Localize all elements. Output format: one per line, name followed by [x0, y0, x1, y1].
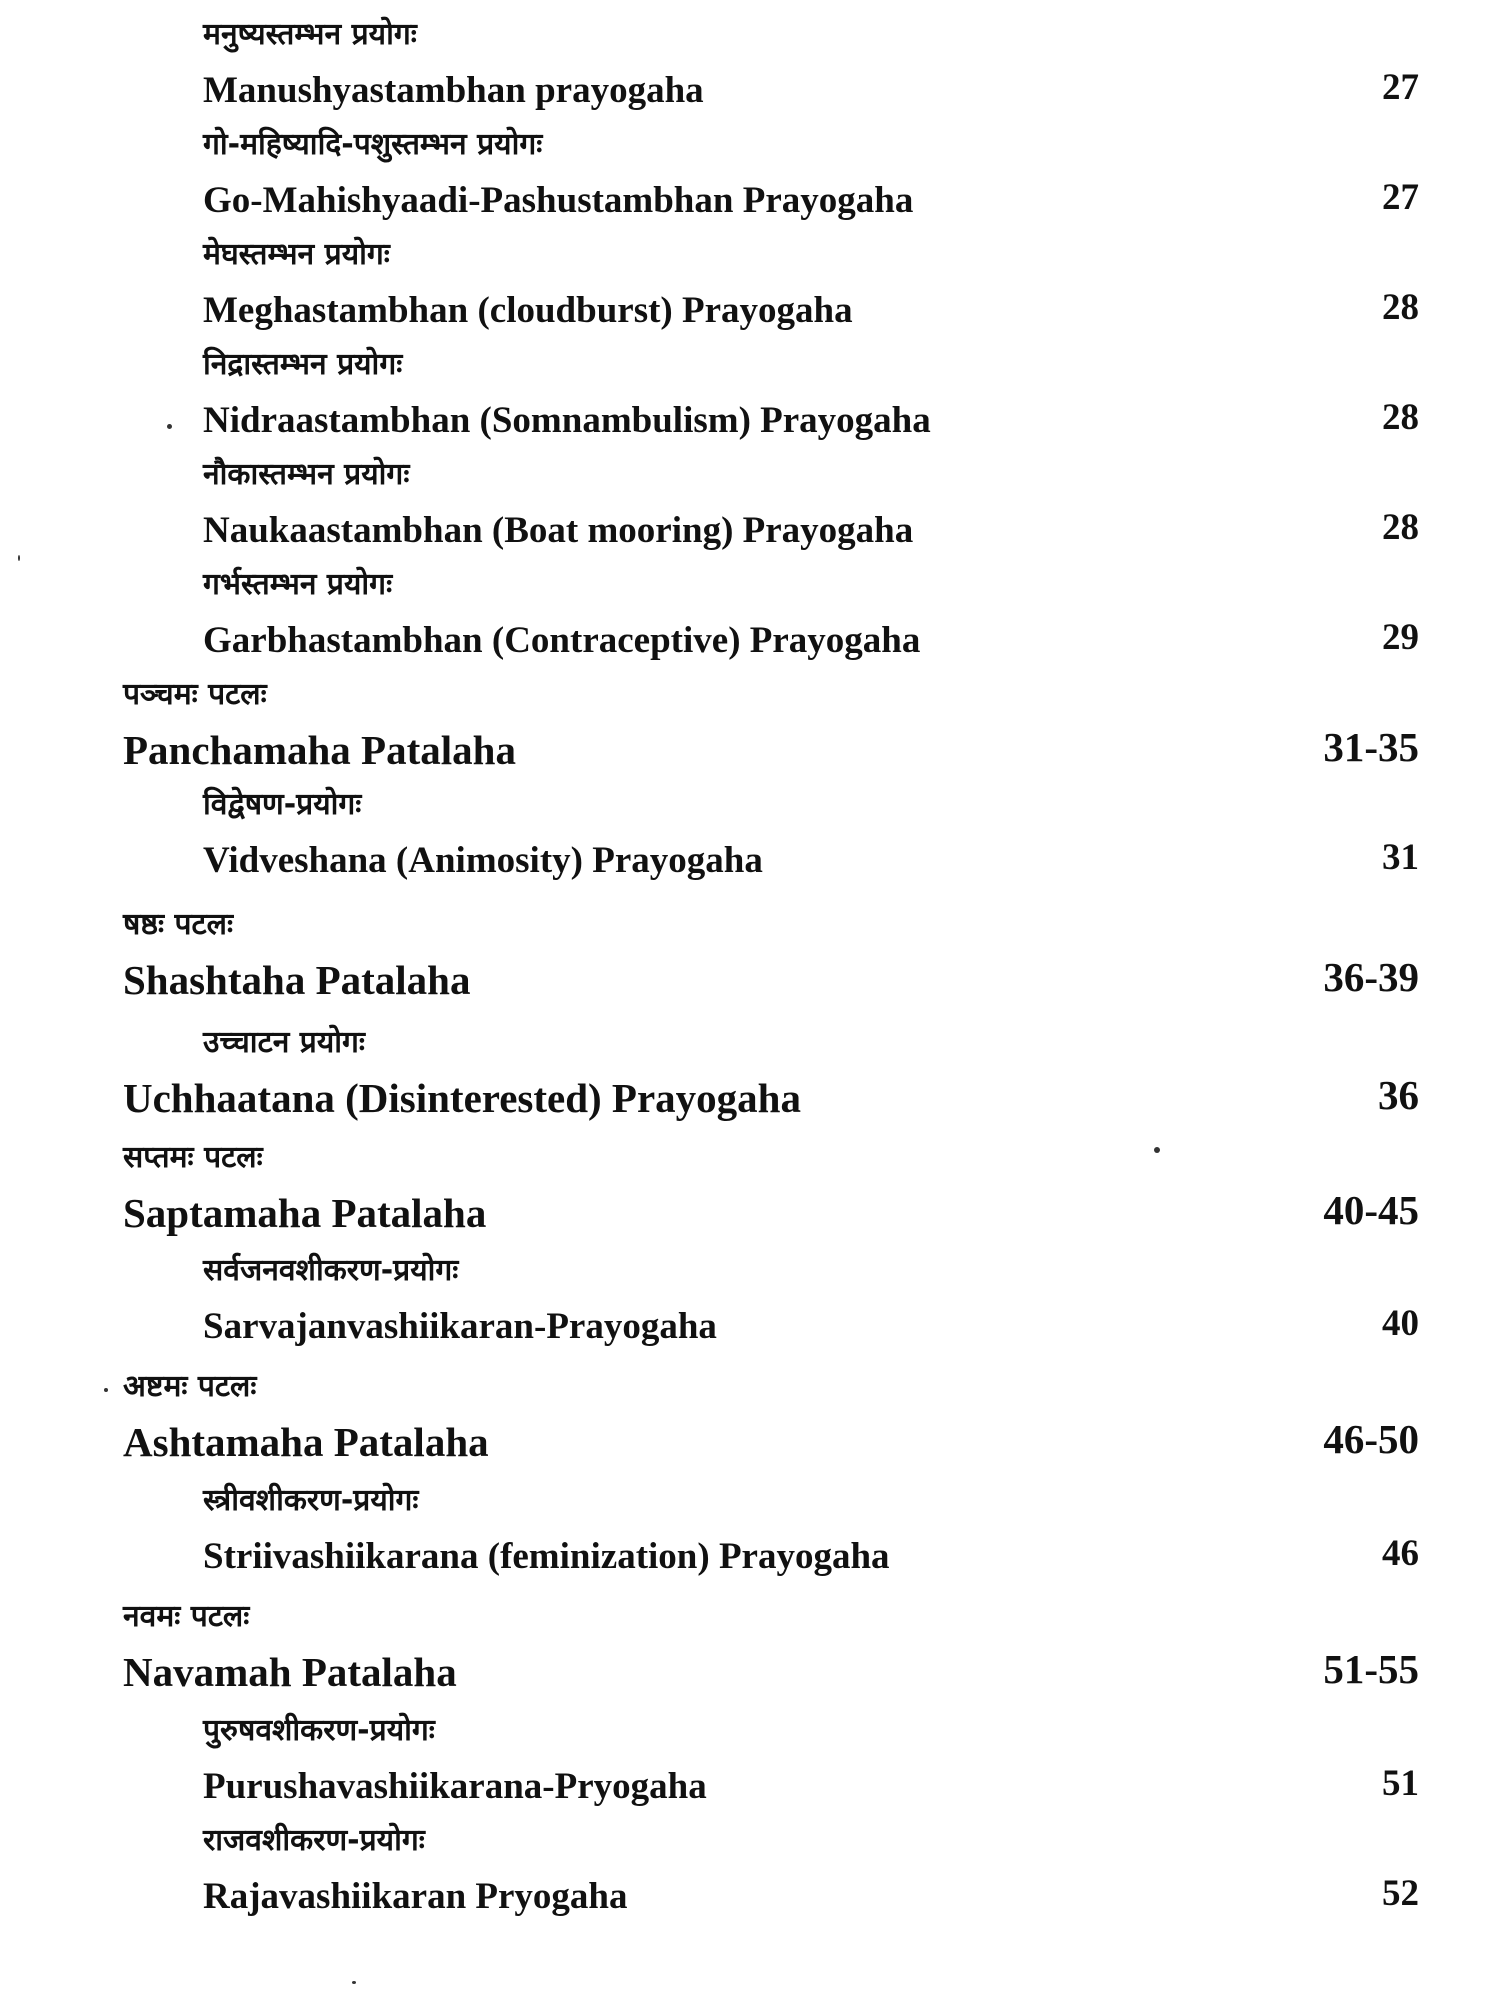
entry-page-number: 27 [1382, 177, 1419, 218]
entry-page-number: 40 [1382, 1303, 1419, 1344]
entry-hindi-title: विद्वेषण-प्रयोगः [203, 787, 362, 822]
entry-english-title: Sarvajanvashiikaran-Prayogaha [203, 1306, 717, 1347]
entry-english-title: Purushavashiikarana-Pryogaha [203, 1766, 707, 1807]
entry-page-number: 31 [1382, 837, 1419, 878]
entry-page-number: 28 [1382, 397, 1419, 438]
chapter-hindi-title: अष्टमः पटलः [123, 1369, 257, 1404]
scan-speck [104, 1388, 108, 1392]
entry-hindi-title: स्त्रीवशीकरण-प्रयोगः [203, 1483, 419, 1518]
entry-english-title: Vidveshana (Animosity) Prayogaha [203, 840, 763, 881]
scan-speck [167, 424, 172, 429]
entry-hindi-title: पुरुषवशीकरण-प्रयोगः [203, 1713, 435, 1748]
entry-english-title: Go-Mahishyaadi-Pashustambhan Prayogaha [203, 180, 914, 221]
scan-speck [352, 1981, 356, 1984]
chapter-english-title: Panchamaha Patalaha [123, 727, 516, 773]
entry-page-number: 52 [1382, 1873, 1419, 1914]
chapter-english-title: Ashtamaha Patalaha [123, 1419, 489, 1465]
chapter-hindi-title: सप्तमः पटलः [123, 1140, 263, 1175]
chapter-english-title: Navamah Patalaha [123, 1649, 457, 1695]
entry-hindi-title: गर्भस्तम्भन प्रयोगः [203, 567, 393, 602]
chapter-page-range: 40-45 [1323, 1187, 1419, 1233]
entry-english-title: Striivashiikarana (feminization) Prayogaha [203, 1536, 890, 1577]
entry-page-number: 28 [1382, 287, 1419, 328]
entry-page-number: 28 [1382, 507, 1419, 548]
entry-hindi-title: उच्चाटन प्रयोगः [203, 1025, 365, 1060]
entry-page-number: 46 [1382, 1533, 1419, 1574]
chapter-english-title: Saptamaha Patalaha [123, 1190, 487, 1236]
entry-hindi-title: निद्रास्तम्भन प्रयोगः [203, 347, 403, 382]
entry-english-title: Garbhastambhan (Contraceptive) Prayogaha [203, 620, 921, 661]
entry-hindi-title: मनुष्यस्तम्भन प्रयोगः [203, 17, 417, 52]
entry-hindi-title: राजवशीकरण-प्रयोगः [203, 1823, 425, 1858]
chapter-english-title: Shashtaha Patalaha [123, 957, 471, 1003]
scan-speck [18, 555, 20, 561]
chapter-page-range: 31-35 [1323, 724, 1419, 770]
entry-english-title: Manushyastambhan prayogaha [203, 70, 704, 111]
entry-hindi-title: नौकास्तम्भन प्रयोगः [203, 457, 410, 492]
entry-hindi-title: सर्वजनवशीकरण-प्रयोगः [203, 1253, 459, 1288]
chapter-page-range: 36-39 [1323, 954, 1419, 1000]
chapter-hindi-title: नवमः पटलः [123, 1599, 250, 1634]
entry-english-title: Uchhaatana (Disinterested) Prayogaha [123, 1075, 801, 1121]
entry-english-title: Nidraastambhan (Somnambulism) Prayogaha [203, 400, 931, 441]
entry-page-number: 29 [1382, 617, 1419, 658]
entry-english-title: Meghastambhan (cloudburst) Prayogaha [203, 290, 853, 331]
scan-speck [1154, 1147, 1160, 1153]
entry-page-number: 36 [1378, 1072, 1419, 1118]
chapter-hindi-title: पञ्चमः पटलः [123, 677, 267, 712]
entry-english-title: Naukaastambhan (Boat mooring) Prayogaha [203, 510, 914, 551]
chapter-page-range: 51-55 [1323, 1646, 1419, 1692]
entry-page-number: 27 [1382, 67, 1419, 108]
entry-hindi-title: मेघस्तम्भन प्रयोगः [203, 237, 390, 272]
entry-hindi-title: गो-महिष्यादि-पशुस्तम्भन प्रयोगः [203, 127, 543, 162]
entry-english-title: Rajavashiikaran Pryogaha [203, 1876, 628, 1917]
entry-page-number: 51 [1382, 1763, 1419, 1804]
chapter-page-range: 46-50 [1323, 1416, 1419, 1462]
chapter-hindi-title: षष्ठः पटलः [123, 907, 234, 942]
